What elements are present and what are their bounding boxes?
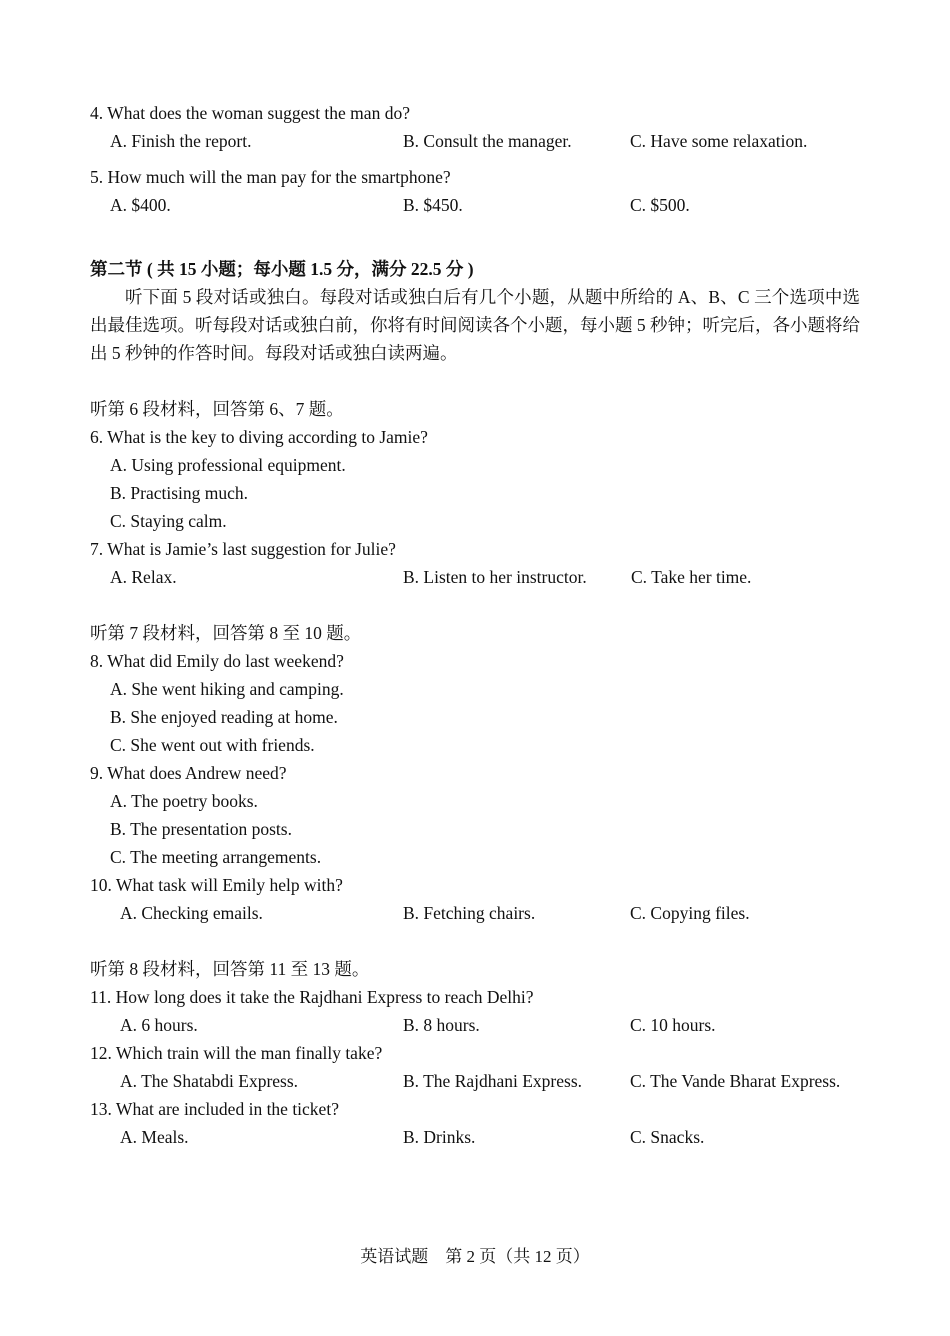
q9-option-a: A. The poetry books. <box>110 791 258 811</box>
q12-option-b: B. The Rajdhani Express. <box>403 1071 583 1091</box>
q5-option-b: B. $450. <box>403 195 463 215</box>
q12-option-c: C. The Vande Bharat Express. <box>630 1071 841 1091</box>
q7-option-c: C. Take her time. <box>631 567 752 587</box>
q10-option-a: A. Checking emails. <box>120 903 263 923</box>
q6-option-c: C. Staying calm. <box>110 511 227 531</box>
section-2-title: 第二节 ( 共 15 小题；每小题 1.5 分，满分 22.5 分 ) <box>90 259 474 279</box>
question-13: 13. What are included in the ticket? <box>90 1099 339 1119</box>
q6-option-b: B. Practising much. <box>110 483 249 503</box>
question-4: 4. What does the woman suggest the man do? <box>90 103 410 123</box>
q8-option-b: B. She enjoyed reading at home. <box>110 707 338 727</box>
q10-option-c: C. Copying files. <box>630 903 750 923</box>
q7-option-b: B. Listen to her instructor. <box>403 567 587 587</box>
q13-option-a: A. Meals. <box>120 1127 189 1147</box>
question-5: 5. How much will the man pay for the smartphone? <box>90 167 451 187</box>
question-8: 8. What did Emily do last weekend? <box>90 651 344 671</box>
q7-option-a: A. Relax. <box>110 567 177 587</box>
q4-option-b: B. Consult the manager. <box>403 131 572 151</box>
question-6: 6. What is the key to diving according to Jamie? <box>90 427 428 447</box>
q5-option-c: C. $500. <box>630 195 690 215</box>
material-7-heading: 听第 7 段材料，回答第 8 至 10 题。 <box>90 623 362 643</box>
q10-option-b: B. Fetching chairs. <box>403 903 536 923</box>
question-11: 11. How long does it take the Rajdhani Express to reach Delhi? <box>90 987 534 1007</box>
q9-option-b: B. The presentation posts. <box>110 819 292 839</box>
q4-option-a: A. Finish the report. <box>110 131 252 151</box>
q11-option-c: C. 10 hours. <box>630 1015 716 1035</box>
q6-option-a: A. Using professional equipment. <box>110 455 346 475</box>
q11-option-a: A. 6 hours. <box>120 1015 198 1035</box>
material-8-heading: 听第 8 段材料，回答第 11 至 13 题。 <box>90 959 370 979</box>
question-12: 12. Which train will the man finally take? <box>90 1043 383 1063</box>
question-9: 9. What does Andrew need? <box>90 763 287 783</box>
q9-option-c: C. The meeting arrangements. <box>110 847 322 867</box>
question-7: 7. What is Jamie’s last suggestion for Julie? <box>90 539 396 559</box>
q5-option-a: A. $400. <box>110 195 171 215</box>
q12-option-a: A. The Shatabdi Express. <box>120 1071 299 1091</box>
q8-option-a: A. She went hiking and camping. <box>110 679 344 699</box>
material-6-heading: 听第 6 段材料，回答第 6、7 题。 <box>90 399 344 419</box>
q13-option-b: B. Drinks. <box>403 1127 476 1147</box>
q8-option-c: C. She went out with friends. <box>110 735 315 755</box>
q13-option-c: C. Snacks. <box>630 1127 705 1147</box>
q11-option-b: B. 8 hours. <box>403 1015 480 1035</box>
q4-option-c: C. Have some relaxation. <box>630 131 808 151</box>
page-footer: 英语试题 第 2 页（共 12 页） <box>360 1247 590 1266</box>
question-10: 10. What task will Emily help with? <box>90 875 343 895</box>
section-2-instructions: 听下面 5 段对话或独白。每段对话或独白后有几个小题，从题中所给的 A、B、C 三个选项中选出最佳选项。听每段对话或独白前，你将有时间阅读各个小题，每小题 5 秒钟；听完后，各小题将给出 5 秒钟的作答时间。每段对话或独白读两遍。 <box>90 287 860 363</box>
